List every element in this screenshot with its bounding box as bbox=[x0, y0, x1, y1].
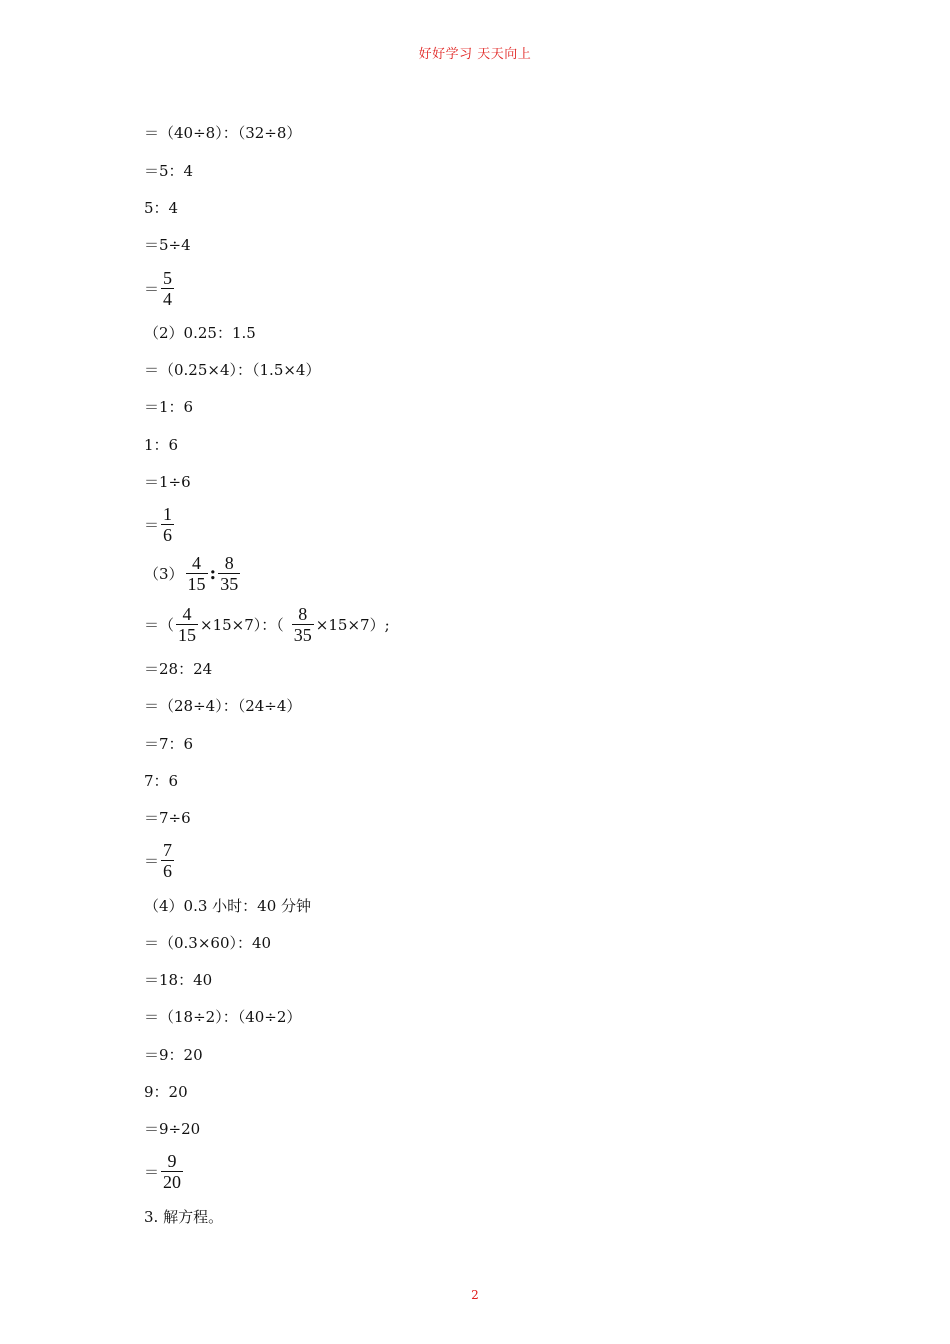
fraction-denominator: 35 bbox=[293, 625, 312, 645]
equation-line: ＝1÷6 bbox=[144, 473, 191, 491]
problem-label-line: （4）0.3 小时：40 分钟 bbox=[144, 897, 312, 915]
equation-line: ＝（40÷8）：（32÷8） bbox=[144, 124, 302, 142]
equals-sign: ＝ bbox=[144, 280, 160, 298]
fraction-denominator: 15 bbox=[187, 574, 206, 594]
page-header: 好好学习 天天向上 bbox=[418, 47, 532, 62]
equation-line: ＝（0.25×4）：（1.5×4） bbox=[144, 361, 321, 379]
fraction-denominator: 35 bbox=[220, 574, 239, 594]
fraction-result-line bbox=[144, 1151, 185, 1192]
fraction-numerator: 1 bbox=[163, 504, 173, 524]
fraction-result-line bbox=[144, 840, 176, 881]
ratio-colon: : bbox=[209, 563, 217, 584]
fraction-denominator: 6 bbox=[163, 861, 173, 881]
equation-line: ＝1：6 bbox=[144, 398, 194, 416]
problem-label-line: （2）0.25：1.5 bbox=[144, 324, 256, 342]
equals-sign: ＝ bbox=[144, 852, 160, 870]
fraction-denominator: 4 bbox=[163, 289, 173, 309]
equation-line: 1：6 bbox=[144, 436, 179, 454]
fraction-numerator: 4 bbox=[182, 604, 192, 624]
fraction-numerator: 8 bbox=[224, 553, 234, 573]
equation-line: ＝7：6 bbox=[144, 735, 194, 753]
fraction-result-line bbox=[144, 504, 176, 545]
fraction bbox=[161, 268, 174, 309]
equation-segment: ×15×7）; bbox=[315, 616, 390, 634]
equation-line: 5：4 bbox=[144, 199, 179, 217]
fraction-denominator: 6 bbox=[163, 525, 173, 545]
equation-line: ＝18：40 bbox=[144, 971, 213, 989]
section-heading: 3. 解方程。 bbox=[144, 1208, 224, 1226]
equation-line: ＝28：24 bbox=[144, 660, 213, 678]
page-number: 2 bbox=[471, 1288, 479, 1302]
fraction bbox=[161, 504, 174, 545]
fraction bbox=[161, 1151, 183, 1192]
fraction-numerator: 8 bbox=[298, 604, 308, 624]
fraction-result-line bbox=[144, 268, 176, 309]
equation-line: ＝5÷4 bbox=[144, 236, 191, 254]
equation-line: ＝5：4 bbox=[144, 162, 194, 180]
equation-line: ＝9÷20 bbox=[144, 1120, 201, 1138]
equation-line: 9：20 bbox=[144, 1083, 188, 1101]
fraction-numerator: 9 bbox=[167, 1151, 177, 1171]
equation-line: ＝（28÷4）：（24÷4） bbox=[144, 697, 302, 715]
fraction bbox=[161, 840, 174, 881]
equation-segment: ×15×7）：（ bbox=[200, 616, 284, 634]
equals-sign: ＝ bbox=[144, 516, 160, 534]
problem-label-line bbox=[144, 553, 242, 594]
equation-line: ＝（18÷2）：（40÷2） bbox=[144, 1008, 302, 1026]
fraction bbox=[218, 553, 240, 594]
equation-line: ＝（0.3×60）：40 bbox=[144, 934, 272, 952]
fraction-denominator: 15 bbox=[178, 625, 197, 645]
fraction bbox=[292, 604, 314, 645]
fraction-numerator: 7 bbox=[163, 840, 173, 860]
fraction-numerator: 5 bbox=[163, 268, 173, 288]
fraction bbox=[186, 553, 208, 594]
problem-label: （3） bbox=[144, 565, 184, 583]
fraction-denominator: 20 bbox=[163, 1172, 182, 1192]
fraction-numerator: 4 bbox=[192, 553, 202, 573]
equation-line bbox=[144, 604, 390, 645]
fraction bbox=[176, 604, 198, 645]
equation-segment: ＝（ bbox=[144, 616, 175, 634]
equation-line: 7：6 bbox=[144, 772, 179, 790]
equation-line: ＝7÷6 bbox=[144, 809, 191, 827]
equation-line: ＝9：20 bbox=[144, 1046, 203, 1064]
equals-sign: ＝ bbox=[144, 1163, 160, 1181]
